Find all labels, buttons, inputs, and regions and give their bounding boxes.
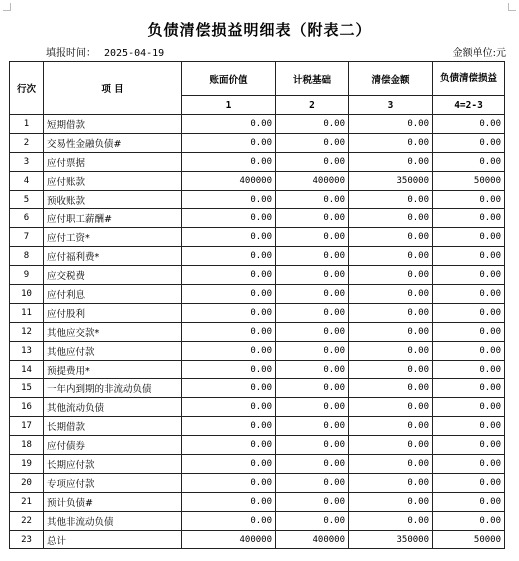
book-value-cell: 0.00	[182, 247, 276, 266]
fill-date-value: 2025-04-19	[104, 48, 165, 59]
book-value-cell: 0.00	[182, 209, 276, 228]
settle-amount-cell: 0.00	[349, 303, 433, 322]
settle-amount-cell: 0.00	[349, 360, 433, 379]
page-title: 负债清偿损益明细表（附表二）	[147, 21, 372, 39]
settle-amount-cell: 0.00	[349, 133, 433, 152]
tax-basis-cell: 0.00	[276, 152, 349, 171]
gain-loss-cell: 0.00	[433, 266, 505, 285]
gain-loss-cell: 0.00	[433, 417, 505, 436]
item-name-cell: 长期应付款	[44, 455, 182, 474]
settle-amount-cell: 0.00	[349, 511, 433, 530]
book-value-cell: 0.00	[182, 473, 276, 492]
item-name-cell: 其他非流动负债	[44, 511, 182, 530]
tax-basis-cell: 0.00	[276, 398, 349, 417]
liability-settlement-table	[9, 61, 505, 549]
tax-basis-cell: 0.00	[276, 379, 349, 398]
table-row	[10, 171, 505, 190]
gain-loss-cell: 0.00	[433, 115, 505, 134]
table-row	[10, 341, 505, 360]
tax-basis-cell: 0.00	[276, 266, 349, 285]
settle-amount-cell: 0.00	[349, 152, 433, 171]
tax-basis-cell: 0.00	[276, 341, 349, 360]
book-value-cell: 0.00	[182, 303, 276, 322]
row-number-cell: 3	[10, 152, 44, 171]
table-row	[10, 473, 505, 492]
tax-basis-cell: 0.00	[276, 285, 349, 304]
item-name-cell: 应付账款	[44, 171, 182, 190]
tax-basis-cell: 400000	[276, 171, 349, 190]
table-row	[10, 303, 505, 322]
header-book-value: 账面价值	[182, 62, 276, 96]
gain-loss-cell: 0.00	[433, 436, 505, 455]
tax-basis-cell: 0.00	[276, 455, 349, 474]
settle-amount-cell: 0.00	[349, 398, 433, 417]
gain-loss-cell: 50000	[433, 171, 505, 190]
row-number-cell: 1	[10, 115, 44, 134]
row-number-cell: 4	[10, 171, 44, 190]
item-name-cell: 应付债券	[44, 436, 182, 455]
gain-loss-cell: 0.00	[433, 247, 505, 266]
header-col-2: 2	[276, 96, 349, 115]
table-row	[10, 398, 505, 417]
table-row	[10, 417, 505, 436]
page-corner-mark-left	[3, 3, 11, 11]
row-number-cell: 19	[10, 455, 44, 474]
book-value-cell: 0.00	[182, 266, 276, 285]
table-row	[10, 266, 505, 285]
row-number-cell: 2	[10, 133, 44, 152]
item-name-cell: 长期借款	[44, 417, 182, 436]
row-number-cell: 9	[10, 266, 44, 285]
tax-basis-cell: 0.00	[276, 360, 349, 379]
row-number-cell: 5	[10, 190, 44, 209]
tax-basis-cell: 0.00	[276, 228, 349, 247]
settle-amount-cell: 0.00	[349, 473, 433, 492]
item-name-cell: 应付票据	[44, 152, 182, 171]
header-settle-amount: 清偿金额	[349, 62, 433, 96]
item-name-cell: 预提费用*	[44, 360, 182, 379]
tax-basis-cell: 0.00	[276, 492, 349, 511]
header-gain-loss: 负债清偿损益	[433, 62, 505, 96]
gain-loss-cell: 0.00	[433, 322, 505, 341]
item-name-cell: 应付工资*	[44, 228, 182, 247]
tax-basis-cell: 0.00	[276, 115, 349, 134]
row-number-cell: 6	[10, 209, 44, 228]
item-name-cell: 总计	[44, 530, 182, 549]
fill-date-line	[46, 44, 164, 59]
item-name-cell: 短期借款	[44, 115, 182, 134]
item-name-cell: 其他流动负债	[44, 398, 182, 417]
item-name-cell: 应付福利费*	[44, 247, 182, 266]
book-value-cell: 400000	[182, 530, 276, 549]
row-number-cell: 23	[10, 530, 44, 549]
row-number-cell: 13	[10, 341, 44, 360]
settle-amount-cell: 0.00	[349, 436, 433, 455]
settle-amount-cell: 0.00	[349, 492, 433, 511]
book-value-cell: 0.00	[182, 115, 276, 134]
table-body	[10, 115, 505, 549]
row-number-cell: 10	[10, 285, 44, 304]
tax-basis-cell: 0.00	[276, 190, 349, 209]
tax-basis-cell: 0.00	[276, 209, 349, 228]
settle-amount-cell: 0.00	[349, 190, 433, 209]
tax-basis-cell: 0.00	[276, 511, 349, 530]
settle-amount-cell: 0.00	[349, 228, 433, 247]
tax-basis-cell: 0.00	[276, 247, 349, 266]
gain-loss-cell: 0.00	[433, 341, 505, 360]
table-row	[10, 379, 505, 398]
gain-loss-cell: 0.00	[433, 209, 505, 228]
book-value-cell: 0.00	[182, 228, 276, 247]
item-name-cell: 一年内到期的非流动负债	[44, 379, 182, 398]
gain-loss-cell: 50000	[433, 530, 505, 549]
gain-loss-cell: 0.00	[433, 285, 505, 304]
settle-amount-cell: 0.00	[349, 285, 433, 304]
unit-label: 金额单位:元	[452, 48, 506, 59]
table-row	[10, 228, 505, 247]
gain-loss-cell: 0.00	[433, 190, 505, 209]
gain-loss-cell: 0.00	[433, 360, 505, 379]
settle-amount-cell: 0.00	[349, 379, 433, 398]
book-value-cell: 0.00	[182, 133, 276, 152]
item-name-cell: 专项应付款	[44, 473, 182, 492]
settle-amount-cell: 0.00	[349, 266, 433, 285]
tax-basis-cell: 0.00	[276, 417, 349, 436]
header-col-4: 4=2-3	[433, 96, 505, 115]
book-value-cell: 0.00	[182, 398, 276, 417]
tax-basis-cell: 0.00	[276, 322, 349, 341]
item-name-cell: 应付职工薪酬#	[44, 209, 182, 228]
gain-loss-cell: 0.00	[433, 398, 505, 417]
settle-amount-cell: 0.00	[349, 341, 433, 360]
item-name-cell: 应付利息	[44, 285, 182, 304]
book-value-cell: 0.00	[182, 379, 276, 398]
book-value-cell: 0.00	[182, 152, 276, 171]
row-number-cell: 20	[10, 473, 44, 492]
table-row	[10, 152, 505, 171]
table-row	[10, 247, 505, 266]
header-item: 项 目	[44, 62, 182, 115]
table-row	[10, 322, 505, 341]
book-value-cell: 0.00	[182, 492, 276, 511]
settle-amount-cell: 350000	[349, 171, 433, 190]
tax-basis-cell: 0.00	[276, 473, 349, 492]
gain-loss-cell: 0.00	[433, 379, 505, 398]
row-number-cell: 7	[10, 228, 44, 247]
settle-amount-cell: 350000	[349, 530, 433, 549]
book-value-cell: 400000	[182, 171, 276, 190]
item-name-cell: 预收账款	[44, 190, 182, 209]
row-number-cell: 21	[10, 492, 44, 511]
book-value-cell: 0.00	[182, 285, 276, 304]
settle-amount-cell: 0.00	[349, 455, 433, 474]
table-row	[10, 360, 505, 379]
gain-loss-cell: 0.00	[433, 303, 505, 322]
row-number-cell: 11	[10, 303, 44, 322]
settle-amount-cell: 0.00	[349, 115, 433, 134]
page-corner-mark-right	[508, 3, 516, 11]
header-col-3: 3	[349, 96, 433, 115]
item-name-cell: 应交税费	[44, 266, 182, 285]
table-row	[10, 285, 505, 304]
gain-loss-cell: 0.00	[433, 473, 505, 492]
book-value-cell: 0.00	[182, 455, 276, 474]
item-name-cell: 预计负债#	[44, 492, 182, 511]
table-row	[10, 115, 505, 134]
row-number-cell: 12	[10, 322, 44, 341]
table-row	[10, 511, 505, 530]
item-name-cell: 交易性金融负债#	[44, 133, 182, 152]
row-number-cell: 15	[10, 379, 44, 398]
book-value-cell: 0.00	[182, 190, 276, 209]
row-number-cell: 14	[10, 360, 44, 379]
tax-basis-cell: 400000	[276, 530, 349, 549]
settle-amount-cell: 0.00	[349, 417, 433, 436]
header-tax-basis: 计税基础	[276, 62, 349, 96]
header-col-1: 1	[182, 96, 276, 115]
table-row	[10, 190, 505, 209]
gain-loss-cell: 0.00	[433, 152, 505, 171]
settle-amount-cell: 0.00	[349, 247, 433, 266]
item-name-cell: 其他应交款*	[44, 322, 182, 341]
settle-amount-cell: 0.00	[349, 322, 433, 341]
row-number-cell: 16	[10, 398, 44, 417]
book-value-cell: 0.00	[182, 436, 276, 455]
book-value-cell: 0.00	[182, 417, 276, 436]
gain-loss-cell: 0.00	[433, 511, 505, 530]
gain-loss-cell: 0.00	[433, 455, 505, 474]
table-row	[10, 492, 505, 511]
tax-basis-cell: 0.00	[276, 133, 349, 152]
tax-basis-cell: 0.00	[276, 303, 349, 322]
book-value-cell: 0.00	[182, 322, 276, 341]
table-row	[10, 133, 505, 152]
table-row	[10, 455, 505, 474]
row-number-cell: 18	[10, 436, 44, 455]
table-row	[10, 530, 505, 549]
item-name-cell: 应付股利	[44, 303, 182, 322]
row-number-cell: 17	[10, 417, 44, 436]
gain-loss-cell: 0.00	[433, 492, 505, 511]
header-row-no: 行次	[10, 62, 44, 115]
book-value-cell: 0.00	[182, 360, 276, 379]
fill-date-label: 填报时间：	[46, 48, 96, 59]
row-number-cell: 22	[10, 511, 44, 530]
gain-loss-cell: 0.00	[433, 228, 505, 247]
table-row	[10, 436, 505, 455]
item-name-cell: 其他应付款	[44, 341, 182, 360]
tax-basis-cell: 0.00	[276, 436, 349, 455]
row-number-cell: 8	[10, 247, 44, 266]
book-value-cell: 0.00	[182, 341, 276, 360]
settle-amount-cell: 0.00	[349, 209, 433, 228]
table-row	[10, 209, 505, 228]
book-value-cell: 0.00	[182, 511, 276, 530]
gain-loss-cell: 0.00	[433, 133, 505, 152]
